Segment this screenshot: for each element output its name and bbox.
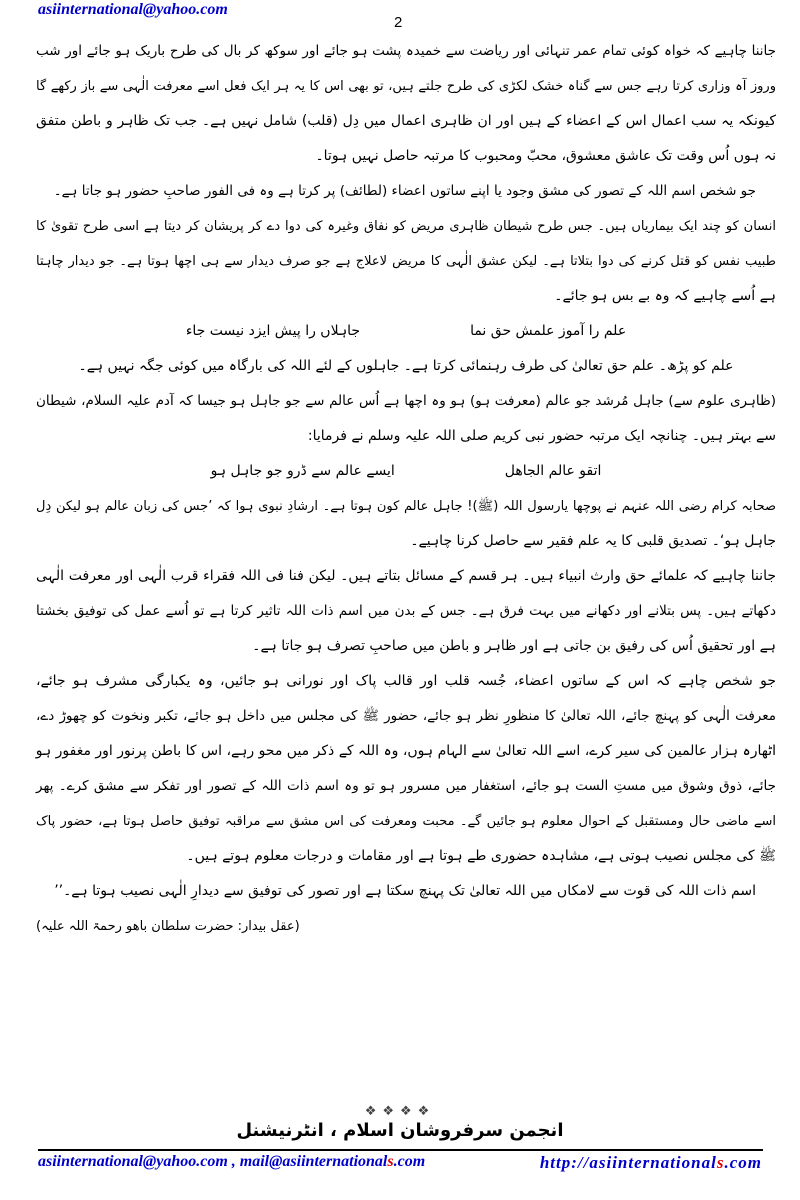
paragraph-line: جائے، ذوق وشوق میں مستِ الست ہو جائے، استغفار میں مسرور ہو تو وہ اسم ذات اللہ کے تصور اور تفکر سے مشق کرے۔ پھر xyxy=(36,778,776,794)
paragraph-line: معرفت الٰہی کو پہنچ جائے، اللہ تعالیٰ کا منظورِ نظر ہو جائے، حضور ﷺ کی مجلس میں داخل ہو جائے، تکبر ونخوت کو چھوڑ دے، xyxy=(36,708,776,724)
verse-second-half: جاہلاں را پیش ایزد نیست جاء xyxy=(185,323,361,339)
url-highlight: s xyxy=(716,1153,725,1172)
footer-email-2-link[interactable] xyxy=(240,1153,425,1170)
document-body xyxy=(36,34,776,944)
footer-email-1-link[interactable]: asiinternational@yahoo.com xyxy=(38,1153,228,1170)
paragraph-line: جاننا چاہیے کہ علمائے حق وارث انبیاء ہیں۔ ہر قسم کے مسائل بتاتے ہیں۔ لیکن فنا فی اللہ فقراء قرب الٰہی اور معرفت الٰہی xyxy=(36,568,776,584)
verse-first-half: علم را آموز علمش حق نما xyxy=(470,323,627,339)
hadith-translation: ایسے عالم سے ڈرو جو جاہل ہو xyxy=(210,463,395,479)
persian-verse xyxy=(36,314,776,349)
paragraph-line: سے بہتر ہیں۔ چنانچہ ایک مرتبہ حضور نبی کریم صلی اللہ علیہ وسلم نے فرمایا: xyxy=(307,428,776,444)
paragraph-line: طبیب نفس کو قتل کرنے کی دوا بتلاتا ہے۔ لیکن عشق الٰہی کا مریض لاعلاج ہے جو صرف دیدار سے ہی اچھا ہوتا ہے۔ جو دیدار چاہتا xyxy=(36,254,776,269)
email-2-suffix: .com xyxy=(393,1153,426,1170)
email-2-prefix: mail@asiinternational xyxy=(239,1153,388,1170)
paragraph-line: صحابہ کرام رضی اللہ عنہم نے پوچھا یارسول اللہ (ﷺ)! جاہل عالم کون ہوتا ہے۔ ارشادِ نبوی ہوا کہ ’جس کی زبان عالم ہو لیکن دِل xyxy=(36,499,776,514)
paragraph-line: ہے اور تحقیق اُس کی رفیق بن جاتی ہے اور ظاہر و باطن میں صاحبِ تصرف ہو جاتا ہے۔ xyxy=(252,638,776,654)
url-prefix: http://asiinternational xyxy=(539,1153,717,1172)
footer-separator: , xyxy=(227,1153,240,1170)
page-number: 2 xyxy=(394,14,403,31)
paragraph-line: علم کو پڑھ۔ علم حق تعالیٰ کی طرف رہنمائی کرتا ہے۔ جاہلوں کے لئے اللہ کی بارگاہ میں کوئی جگہ نہیں ہے۔ xyxy=(78,358,734,374)
header-email-link[interactable]: asiinternational@yahoo.com xyxy=(38,1,228,18)
hadith-arabic: اتقو عالم الجاهل xyxy=(504,463,602,479)
paragraph-line: ہے اُسے چاہیے کہ وہ بے بس ہو جائے۔ xyxy=(554,288,776,304)
paragraph-line: کیونکہ یہ سب اعمال اس کے اعضاء کے ہیں اور ان ظاہری اعمال میں دِل (قلب) شامل نہیں ہے۔ جب تک ظاہر و باطن متفق xyxy=(36,113,776,129)
paragraph-line: جاننا چاہیے کہ خواہ کوئی تمام عمر تنہائی اور ریاضت سے خمیدہ پشت ہو جائے اور سوکھ کر بال کی طرح باریک ہو جائے اور شب xyxy=(36,43,776,59)
paragraph-line: نہ ہوں اُس وقت تک عاشق معشوق، محبّ ومحبوب کا مرتبہ حاصل نہیں ہوتا۔ xyxy=(315,148,776,164)
paragraph-line: دکھاتے ہیں۔ پس بتلانے اور دکھانے میں بہت فرق ہے۔ جس کے بدن میں اسم ذات اللہ تاثیر کرتا ہے تو اُسے عمل کی توفیق بخشتا xyxy=(36,603,776,619)
paragraph-line: اسے ماضی حال ومستقبل کے احوال معلوم ہو جائیں گے۔ محبت ومعرفت کی اس مشق سے مراقبہ توفیق حاصل ہوتا ہے، حضور پاک xyxy=(36,814,776,829)
paragraph-line: جاہل ہو‘۔ تصدیق قلبی کا یہ علم فقیر سے حاصل کرنا چاہیے۔ xyxy=(410,533,776,549)
footer-emails xyxy=(38,1153,425,1171)
paragraph-line: انسان کو چند ایک بیماریاں ہیں۔ جس طرح شیطان ظاہری مریض کو نفاق وغیرہ کی دوا دے کر پریشان کر دیتا ہے اسی طرح تقویٰ کا xyxy=(36,219,776,234)
paragraph-line: ﷺ کی مجلس نصیب ہوتی ہے، مشاہدہ حضوری طے ہوتا ہے اور مقامات و درجات معلوم ہوتے ہیں۔ xyxy=(186,848,776,864)
url-suffix: .com xyxy=(724,1153,762,1172)
paragraph-line: اٹھارہ ہزار عالمین کی سیر کرے، اسے اللہ تعالیٰ سے الہام ہوں، وہ اللہ کے ذکر میں محو رہے، اس کا باطن پرنور اور مغفور ہو xyxy=(35,743,776,759)
paragraph-line: اسم ذات اللہ کی قوت سے لامکاں میں اللہ تعالیٰ تک پہنچ سکتا ہے اور تصور کی توفیق سے دیدارِ الٰہی نصیب ہوتا ہے۔’’ xyxy=(54,883,756,899)
source-attribution: (عقل بیدار: حضرت سلطان باھو رحمۃ اللہ علیہ) xyxy=(36,919,300,934)
ornament-divider: ❖❖❖❖ xyxy=(364,1104,436,1119)
paragraph-line: جو شخص اسم اللہ کے تصور کی مشق وجود یا اپنے ساتوں اعضاء (لطائف) پر کرتا ہے وہ فی الفور صاحبِ حضور ہو جاتا ہے۔ xyxy=(53,183,756,199)
hadith-verse xyxy=(36,454,776,489)
paragraph-line: وروز آہ وزاری کرتا رہے جس سے گناہ خشک لکڑی کی طرح جلتے ہیں، تو بھی اس کا یہ ہر ایک فعل اسے معرفت الٰہی سے باز رکھے گا xyxy=(36,79,776,94)
footer-divider xyxy=(38,1149,763,1151)
paragraph-line: جو شخص چاہے کہ اس کے ساتوں اعضاء، جُسہ قلب اور قالب پاک اور نورانی ہو جائیں، وہ یکبارگی مشرف ہو جائے، xyxy=(36,673,776,689)
organization-name: انجمن سرفروشان اسلام ، انٹرنیشنل xyxy=(236,1120,564,1141)
email-2-highlight: s xyxy=(387,1153,394,1170)
footer-website-link[interactable] xyxy=(540,1153,762,1173)
paragraph-line: (ظاہری علوم سے) جاہل مُرشد جو عالم (معرفت ہو) ہو وہ اچھا ہے اُس عالم سے جو جاہل ہو جیسا کہ آدم علیہ السلام، شیطان xyxy=(36,393,776,409)
